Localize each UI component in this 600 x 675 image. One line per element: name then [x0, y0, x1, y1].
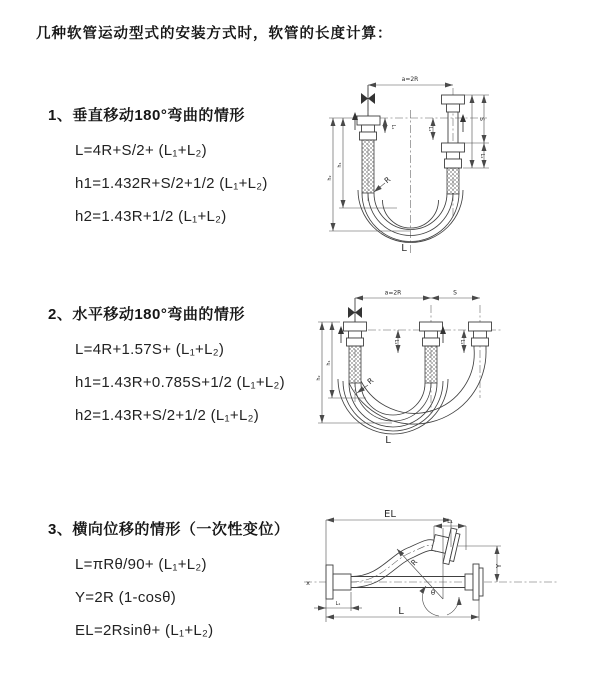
- left-fitting: [357, 116, 380, 193]
- svg-text:L₁: L₁: [459, 339, 465, 345]
- dim-l1-lower-label: L₁: [335, 601, 341, 607]
- fitting-pipe-2: [420, 322, 443, 383]
- braided-hose-left: [362, 140, 374, 193]
- movement-arrow-up-right: [460, 114, 466, 132]
- section-1-formula-L: L=4R+S/2+ (L₁+L₂): [75, 142, 207, 159]
- dim-h1-label: h₁: [326, 360, 332, 366]
- dim-y-label: Y: [495, 563, 503, 569]
- fitting-pipe-1: [344, 322, 367, 383]
- section-2-formula-h2: h2=1.43R+S/2+1/2 (L₁+L₂): [75, 407, 260, 424]
- section-3-formula-L: L=πRθ/90+ (L₁+L₂): [75, 556, 207, 573]
- right-flange-original: [465, 564, 483, 600]
- section-3-heading: 3、横向位移的情形（一次性变位）: [48, 521, 290, 538]
- right-fitting: [442, 95, 465, 194]
- diagram-vertical-180-bend: [315, 68, 595, 258]
- section-2-formula-h1: h1=1.43R+0.785S+1/2 (L₁+L₂): [75, 374, 285, 391]
- diagram-horizontal-180-bend: [308, 283, 598, 468]
- page-title: 几种软管运动型式的安装方式时，软管的长度计算：: [36, 26, 393, 42]
- axis-x-label: x: [306, 579, 310, 587]
- dim-a2r-label: a=2R: [401, 76, 419, 83]
- dim-r-label: R: [365, 375, 376, 387]
- dim-l1-left-label: L₁: [390, 124, 396, 130]
- dim-s-label: S: [453, 289, 457, 297]
- braided-hose-right: [447, 168, 459, 194]
- dim-h2-label: h₂: [327, 175, 333, 181]
- section-lateral-displacement: [48, 518, 289, 647]
- left-flange: [326, 565, 351, 599]
- dim-r-label: R: [382, 174, 393, 186]
- svg-text:L₁: L₁: [427, 126, 433, 132]
- dim-a2r-label: a=2R: [384, 289, 402, 297]
- dim-theta-label: θ: [430, 589, 436, 597]
- section-vertical-bend: [48, 104, 268, 233]
- valve-icon: [348, 307, 355, 318]
- dim-l1-label: L₁: [393, 339, 399, 345]
- section-2-heading: 2、水平移动180°弯曲的情形: [48, 306, 245, 323]
- section-3-formula-Y: Y=2R (1-cosθ): [75, 589, 177, 606]
- section-1-heading: 1、垂直移动180°弯曲的情形: [48, 107, 245, 124]
- section-1-formula-h2: h2=1.43R+1/2 (L₁+L₂): [75, 208, 227, 225]
- radius-line: [397, 549, 443, 599]
- hose-arc: [361, 383, 425, 415]
- section-3-formula-EL: EL=2Rsinθ+ (L₁+L₂): [75, 622, 214, 639]
- section-1-formula-h1: h1=1.432R+S/2+1/2 (L₁+L₂): [75, 175, 268, 192]
- dim-l-label: L: [401, 243, 407, 254]
- fitting-pipe-3: [469, 322, 492, 346]
- dim-h1-label: h₁: [337, 162, 343, 168]
- dim-r-label: R: [409, 557, 420, 568]
- section-horizontal-bend: [48, 303, 285, 432]
- dim-h2-label: h₂: [316, 375, 322, 381]
- dim-l-label: L: [398, 606, 404, 617]
- section-2-formula-L: L=4R+1.57S+ (L₁+L₂): [75, 341, 225, 358]
- valve-icon: [361, 93, 368, 104]
- dim-l-label: L: [385, 435, 391, 446]
- dim-el-label: EL: [384, 509, 396, 520]
- svg-text:L₁: L₁: [479, 153, 485, 159]
- dim-l1-upper-label: L₁: [447, 518, 453, 525]
- dim-s-label: S: [478, 117, 485, 121]
- diagram-lateral-displacement: [298, 502, 598, 667]
